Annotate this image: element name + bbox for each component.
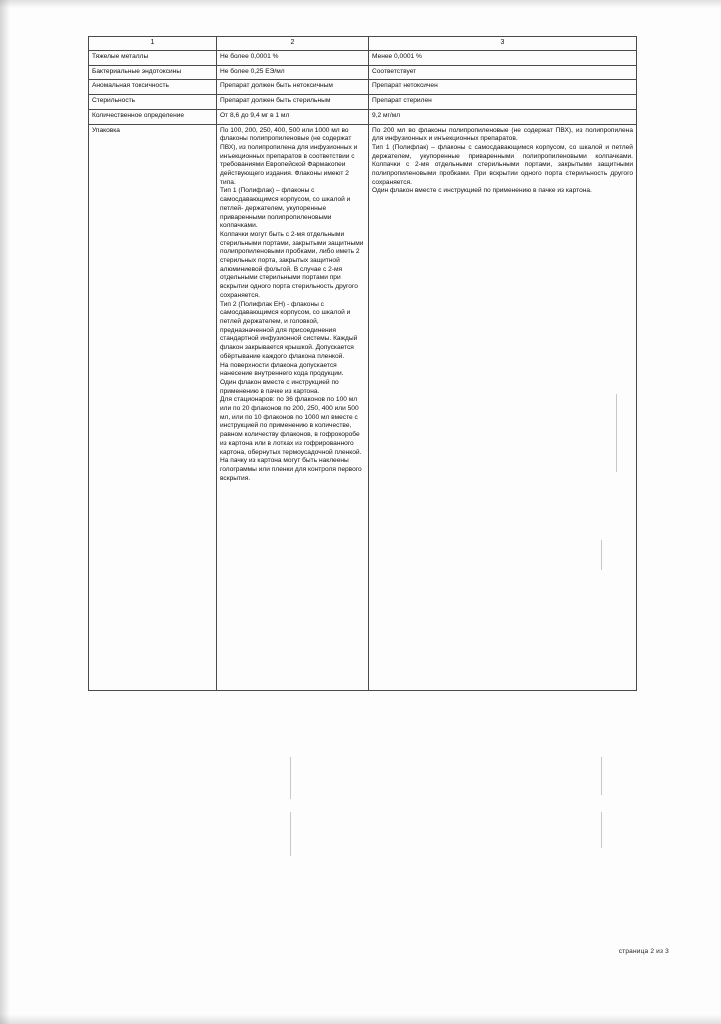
column-header-3: 3 bbox=[369, 37, 637, 51]
row-parameter: Стерильность bbox=[89, 95, 217, 110]
column-header-2: 2 bbox=[217, 37, 369, 51]
table-row bbox=[89, 51, 637, 66]
row-result: Препарат нетоксичен bbox=[369, 80, 637, 95]
row-requirement: Не более 0,25 ЕЭ/мл bbox=[217, 65, 369, 80]
row-result: Соответствует bbox=[369, 65, 637, 80]
scan-artifact-streak bbox=[290, 757, 291, 799]
row-result: 9,2 мг/мл bbox=[369, 109, 637, 124]
row-result: По 200 мл во флаконы полипропиленовые (не содержат ПВХ), из полипропилена для инфузионных и инъекционных препаратов. Тип 1 (Полифлак) – флаконы с самосдавающимся корпусом, со шкалой и петлей держателем, укупоренные приваренными полипропиленовыми колпачками. Колпачки с 2-мя отдельными стерильными портами, закрытыми защитными полипропиленовыми пробками. При вскрытии одного порта стерильность другого сохраняется. Один флакон вместе с инструкцией по применению в пачке из картона. bbox=[369, 124, 637, 690]
scan-artifact-streak bbox=[616, 394, 617, 472]
row-requirement: По 100, 200, 250, 400, 500 или 1000 мл во флаконы полипропиленовые (не содержат ПВХ), из полипропилена для инфузионных и инъекционных препаратов в соответствии с требованиями Европейской Фармакопеи действующего издания. Флаконы имеют 2 типа. Тип 1 (Полифлак) – флаконы с самосдавающимся корпусом, со шкалой и петлей- держателем, укупоренные приваренными полипропиленовыми колпачками. Колпачки могут быть с 2-мя отдельными стерильными портами, закрытыми защитными полипропиленовыми пробками, либо иметь 2 стерильных порта, закрытых защитной алюминиевой фольгой. В случае с 2-мя отдельными стерильными портами при вскрытии одного порта стерильность другого сохраняется. Тип 2 (Полифлак ЕН) - флаконы с самосдавающимся корпусом, со шкалой и петлей держателем, и головкой, предназначенной для присоединения стандартной инфузионной системы. Каждый флакон закрывается крышкой. Допускается обёртывание каждого флакона пленкой. На поверхности флакона допускается нанесение внутреннего кода продукции. Один флакон вместе с инструкцией по применению в пачке из картона. Для стационаров: по 36 флаконов по 100 мл или по 20 флаконов по 200, 250, 400 или 500 мл, или по 10 флаконов по 1000 мл вместе с инструкцией по применению в количестве, равном количеству флаконов, в гофрокоробе из картона или в лотках из гофрированного картона, обернутых термоусадочной пленкой. На пачку из картона могут быть наклеены голограммы или пленки для контроля первого вскрытия. bbox=[217, 124, 369, 690]
row-parameter: Количественное определение bbox=[89, 109, 217, 124]
table-row bbox=[89, 65, 637, 80]
row-requirement: Не более 0,0001 % bbox=[217, 51, 369, 66]
scan-edge-shadow-left bbox=[0, 0, 10, 1024]
scan-edge-shadow-top bbox=[0, 0, 721, 8]
table-row bbox=[89, 109, 637, 124]
table-header-row bbox=[89, 37, 637, 51]
row-requirement: Препарат должен быть нетоксичным bbox=[217, 80, 369, 95]
row-requirement: От 8,6 до 9,4 мг в 1 мл bbox=[217, 109, 369, 124]
table-row bbox=[89, 95, 637, 110]
table-row bbox=[89, 80, 637, 95]
row-result: Препарат стерилен bbox=[369, 95, 637, 110]
row-result: Менее 0,0001 % bbox=[369, 51, 637, 66]
column-header-1: 1 bbox=[89, 37, 217, 51]
row-parameter: Упаковка bbox=[89, 124, 217, 690]
row-parameter: Тяжелые металлы bbox=[89, 51, 217, 66]
page-footer: страница 2 из 3 bbox=[618, 948, 669, 955]
specification-table bbox=[88, 36, 637, 691]
scan-artifact-streak bbox=[601, 540, 602, 570]
scan-edge-shadow-bottom bbox=[0, 1014, 721, 1024]
scan-artifact-streak bbox=[601, 812, 602, 848]
row-requirement: Препарат должен быть стерильным bbox=[217, 95, 369, 110]
table-row-packaging bbox=[89, 124, 637, 690]
scan-artifact-streak bbox=[601, 757, 602, 795]
row-parameter: Бактериальные эндотоксины bbox=[89, 65, 217, 80]
row-parameter: Аномальная токсичность bbox=[89, 80, 217, 95]
scan-artifact-streak bbox=[290, 812, 291, 856]
